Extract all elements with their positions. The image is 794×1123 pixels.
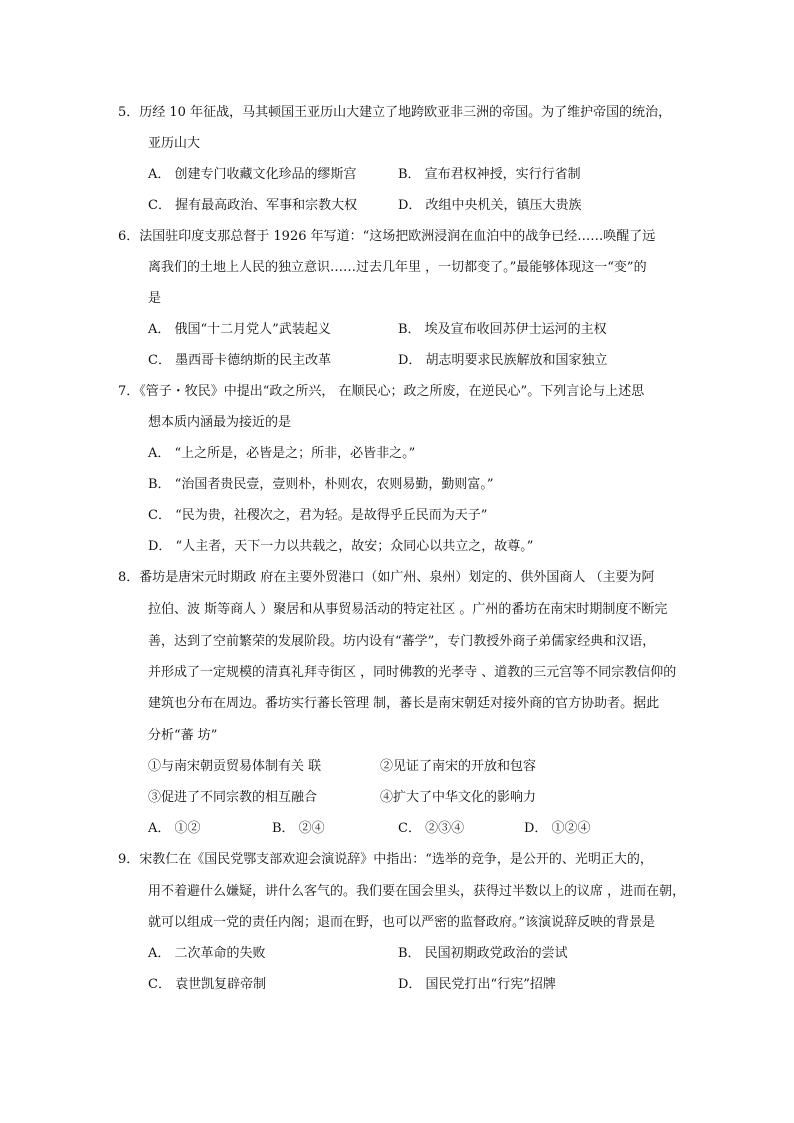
question-6-line-1: 6．法国驻印度支那总督于 1926 年写道：“这场把欧洲浸润在血泊中的战争已经……唤醒了远: [118, 229, 656, 244]
question-8-option-b: B． ②④: [272, 821, 325, 836]
question-6-option-b: B． 埃及宣布收回苏伊士运河的主权: [398, 322, 607, 337]
question-8-statement-1: ①与南宋朝贡贸易体制有关 联: [148, 759, 322, 774]
question-6-line-2: 离我们的土地上人民的独立意识……过去几年里 ，一切都变了。”最能够体现这一“变”的: [148, 260, 647, 275]
question-9-option-b: B． 民国初期政党政治的尝试: [398, 946, 568, 961]
question-7-option-c: C． “民为贵，社稷次之，君为轻。是故得乎丘民而为天子”: [148, 508, 488, 523]
question-8-line-2: 拉伯、波 斯等商人 ）聚居和从事贸易活动的特定社区 。广州的番坊在南宋时期制度不断完: [148, 602, 668, 617]
question-9-option-d: D． 国民党打出“行宪”招牌: [398, 977, 556, 992]
question-6-line-3: 是: [148, 291, 162, 306]
question-8-option-a: A． ①②: [148, 821, 201, 836]
question-5-line-2: 亚历山大: [148, 136, 201, 151]
question-7-line-1: 7．《管子・牧民》中提出“政之所兴， 在顺民心；政之所废，在逆民心”。下列言论与上述思: [118, 384, 645, 399]
question-9-line-1: 9．宋教仁在《国民党鄂支部欢迎会演说辞》中指出：“选举的竞争，是公开的、光明正大的，: [118, 852, 653, 867]
question-7-option-d: D． “人主者，天下一力以共载之，故安；众同心以共立之，故尊。”: [148, 539, 534, 554]
question-5-line-1: 5．历经 10 年征战，马其顿国王亚历山大建立了地跨欧亚非三洲的帝国。为了维护帝国的统治，: [118, 105, 672, 120]
question-8-line-3: 善，达到了空前繁荣的发展阶段。坊内设有“蕃学”，专门教授外商子弟儒家经典和汉语，: [148, 634, 656, 649]
question-7-line-2: 想本质内涵最为接近的是: [148, 415, 292, 430]
question-9-option-c: C． 袁世凯复辟帝制: [148, 977, 267, 992]
question-9-line-3: 就可以组成一党的责任内阁；退而在野，也可以严密的监督政府。”该演说辞反映的背景是: [148, 915, 656, 930]
question-8-option-c: C． ②③④: [398, 821, 465, 836]
question-6-option-d: D． 胡志明要求民族解放和国家独立: [398, 353, 608, 368]
question-5-option-d: D． 改组中央机关，镇压大贵族: [398, 198, 582, 213]
question-7-option-a: A． “上之所是，必皆是之；所非，必皆非之。”: [148, 446, 416, 461]
question-7-option-b: B． “治国者贵民壹，壹则朴，朴则农，农则易勤，勤则富。”: [148, 477, 494, 492]
question-8-line-1: 8．番坊是唐宋元时期政 府在主要外贸港口（如广州、泉州）划定的、供外国商人 （主要为阿: [118, 570, 655, 585]
question-8-line-4: 并形成了一定规模的清真礼拜寺街区 ，同时佛教的光孝寺 、道教的三元宫等不同宗教信仰的: [148, 665, 677, 680]
question-5-option-a: A． 创建专门收藏文化珍品的缪斯宫: [148, 167, 357, 182]
question-8-statement-3: ③促进了不同宗教的相互融合: [148, 790, 318, 805]
question-9-option-a: A． 二次革命的失败: [148, 946, 266, 961]
question-6-option-a: A． 俄国“十二月党人”武装起义: [148, 322, 331, 337]
question-9-line-2: 用不着避什么嫌疑，讲什么客气的。我们要在国会里头，获得过半数以上的议席 ，进而在朝，: [148, 884, 686, 899]
question-8-line-5: 建筑也分布在周边。番坊实行蕃长管理 制，蕃长是南宋朝廷对接外商的官方协助者。据此: [148, 696, 660, 711]
question-8-line-6: 分析“蕃 坊”: [148, 728, 218, 743]
question-8-statement-2: ②见证了南宋的开放和包容: [380, 759, 537, 774]
question-8-statement-4: ④扩大了中华文化的影响力: [380, 790, 537, 805]
question-8-option-d: D． ①②④: [524, 821, 591, 836]
question-5-option-b: B． 宣布君权神授，实行行省制: [398, 167, 581, 182]
question-6-option-c: C． 墨西哥卡德纳斯的民主改革: [148, 353, 332, 368]
question-5-option-c: C． 握有最高政治、军事和宗教大权: [148, 198, 358, 213]
